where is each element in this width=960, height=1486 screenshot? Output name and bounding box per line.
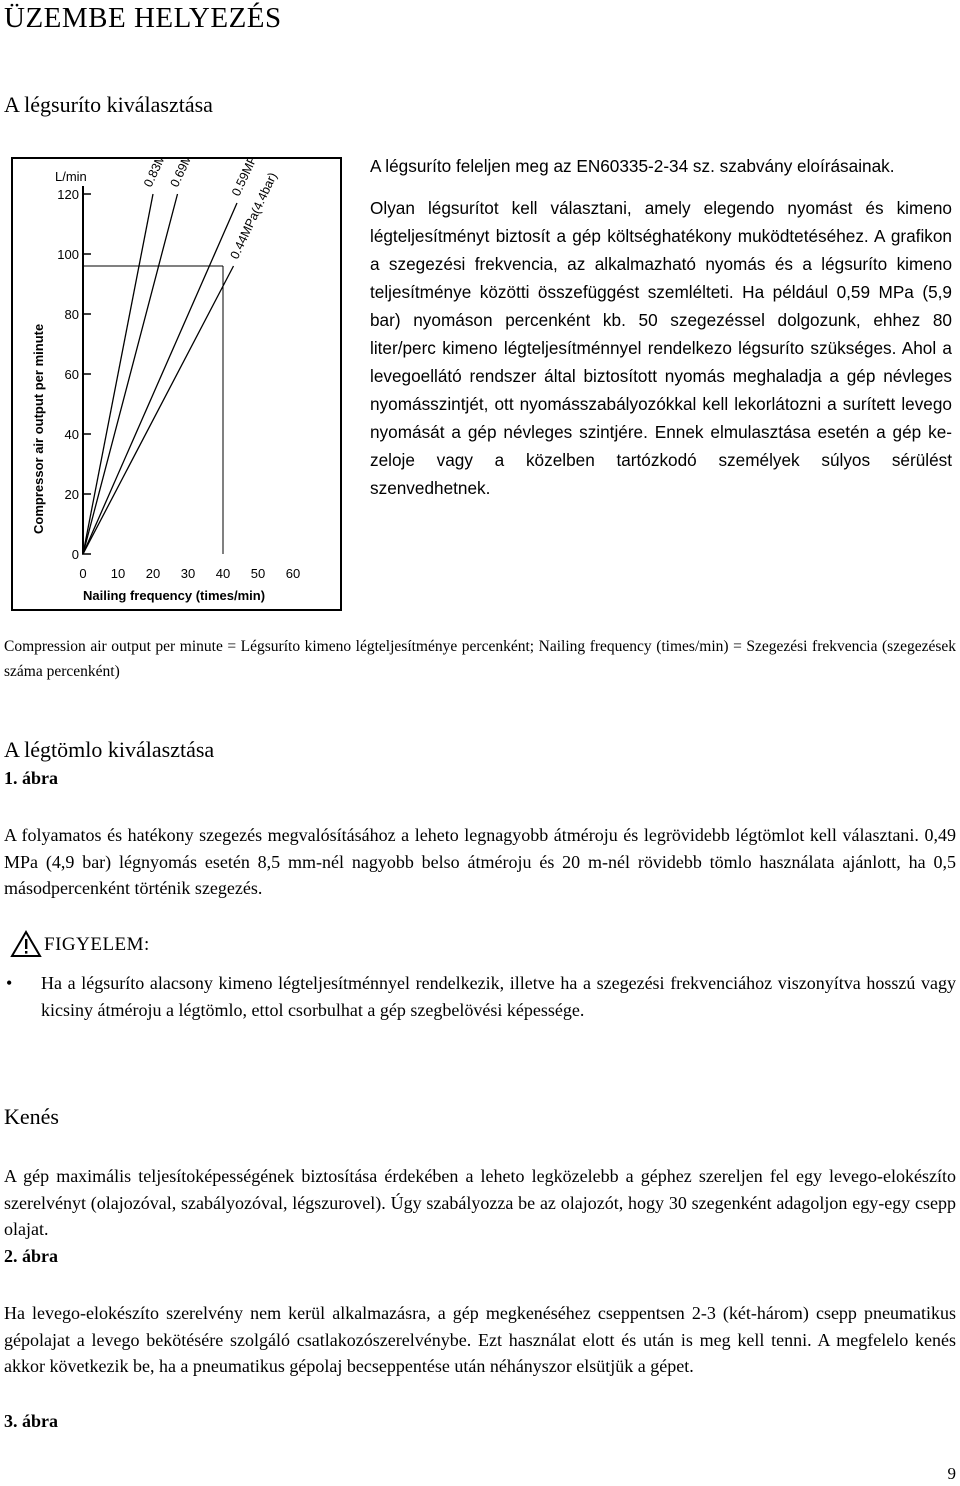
series-label	[168, 159, 220, 189]
section-heading-hose: A légtömlo kiválasztása	[4, 737, 215, 762]
x-tick-label: 0	[79, 566, 87, 581]
figure-ref-3: 3. ábra	[4, 1411, 58, 1431]
chart-svg	[13, 159, 340, 609]
x-tick-label: 20	[145, 566, 161, 581]
compressor-chart	[11, 157, 342, 611]
series-line	[83, 266, 234, 554]
y-unit-label: L/min	[55, 169, 87, 184]
compressor-paragraph: Olyan légsurítot kell választani, amely elegendo nyomást és kimeno légteljesítményt biztosít a gép költséghatékony muködtetéséhez. A grafikon a szegezési frekvencia, az alkalmazható nyomás és a légsuríto kimeno teljesítménye közötti összefüggést szemlélteti. Ha például 0,59 MPa (5,9 bar) nyomáson percenként kb. 50 szegezéssel dolgozunk, ehhez 80 liter/perc kimeno légteljesítménnyel rendelkezo légsuríto szükséges. Ahol a levegoellátó rendszer által biztosított nyomás meghaladja a gép névleges nyomásszintjét, ott nyomásszabályozókkal kell lekorlátozni a surített levego nyomását a gép névleges szintjére. Ennek elmulasztása esetén a gép kezeloje vagy a közelben tartózkodó személyek súlyos sérülést szenvedhetnek.	[370, 198, 952, 498]
page-title: ÜZEMBE HELYEZÉS	[4, 2, 282, 34]
x-tick-label: 50	[250, 566, 266, 581]
warning-text: Ha a légsuríto alacsony kimeno légteljesítménnyel rendelkezik, illetve ha a szegezési frekvenciához viszonyítva hosszú vagy kicsiny átméroju a légtömlo, ettol csorbulhat a gép szegbelövési képessége.	[41, 973, 956, 1020]
y-tick-label: 120	[57, 187, 79, 202]
hose-paragraph: A folyamatos és hatékony szegezés megvalósításához a leheto legnagyobb átméroju és legrövidebb légtömlot kell választani. 0,49 MPa (4,9 bar) légnyomás esetén 8,5 mm-nél nagyobb belso átméroju és 20 m-nél rövidebb tömlo használata ajánlott, ha 0,5 másodpercenként történik szegezés.	[4, 825, 956, 898]
x-tick-label: 30	[180, 566, 196, 581]
y-axis-label: Compressor air output per minute	[31, 323, 46, 534]
standard-paragraph: A légsuríto feleljen meg az EN60335-2-34 sz. szabvány eloírásainak.	[370, 156, 895, 176]
x-tick-label: 60	[285, 566, 301, 581]
x-tick-label: 40	[215, 566, 231, 581]
y-tick-label: 80	[64, 307, 79, 322]
y-tick-label: 20	[64, 487, 79, 502]
series-label: 0.44MPa(4.4bar)	[227, 170, 280, 262]
figure-ref-1: 1. ábra	[4, 768, 58, 788]
section-heading-compressor: A légsuríto kiválasztása	[4, 92, 213, 117]
y-tick-label: 40	[64, 427, 79, 442]
chart-caption: Compression air output per minute = Légsuríto kimeno légteljesítménye percenként; Nailing frequency (times/min) = Szegezési frekvencia (szegezések száma percenként)	[4, 638, 956, 680]
y-tick-label: 100	[57, 247, 79, 262]
compressor-text	[370, 152, 952, 516]
warning-icon	[10, 930, 42, 958]
x-axis-label: Nailing frequency (times/min)	[83, 588, 266, 603]
series-line	[83, 194, 178, 554]
series-line	[83, 203, 237, 554]
warning-label: FIGYELEM:	[44, 934, 150, 955]
x-tick-label: 10	[110, 566, 126, 581]
bullet-dot: •	[6, 973, 13, 993]
page-number: 9	[947, 1464, 956, 1483]
y-tick-label: 60	[64, 367, 79, 382]
series-line	[83, 194, 153, 554]
section-heading-lubrication: Kenés	[4, 1104, 59, 1129]
lubrication-paragraph-1: A gép maximális teljesítoképességének biztosítása érdekében a leheto legközelebb a géphez szereljen fel egy levego-elokészíto szerelvényt (olajozóval, szabályozóval, légszurovel). Úgy szabályozza be az olajozót, hogy 30 szegenként adagoljon egy-egy csepp olajat.	[4, 1166, 956, 1239]
figure-ref-2: 2. ábra	[4, 1246, 58, 1266]
lubrication-paragraph-2: Ha levego-elokészíto szerelvény nem kerül alkalmazásra, a gép megkenéséhez cseppentsen 2-3 (két-három) csepp pneumatikus gépolajat a levego bekötésére szolgáló csatlakozószerelvénybe. Ezt használat elott és után is meg kell tenni. A megfelelo kenés akkor következik be, ha a pneumatikus gépolaj becseppentése után néhányszor elsütjük a gépet.	[4, 1303, 956, 1376]
y-tick-label: 0	[71, 547, 79, 562]
